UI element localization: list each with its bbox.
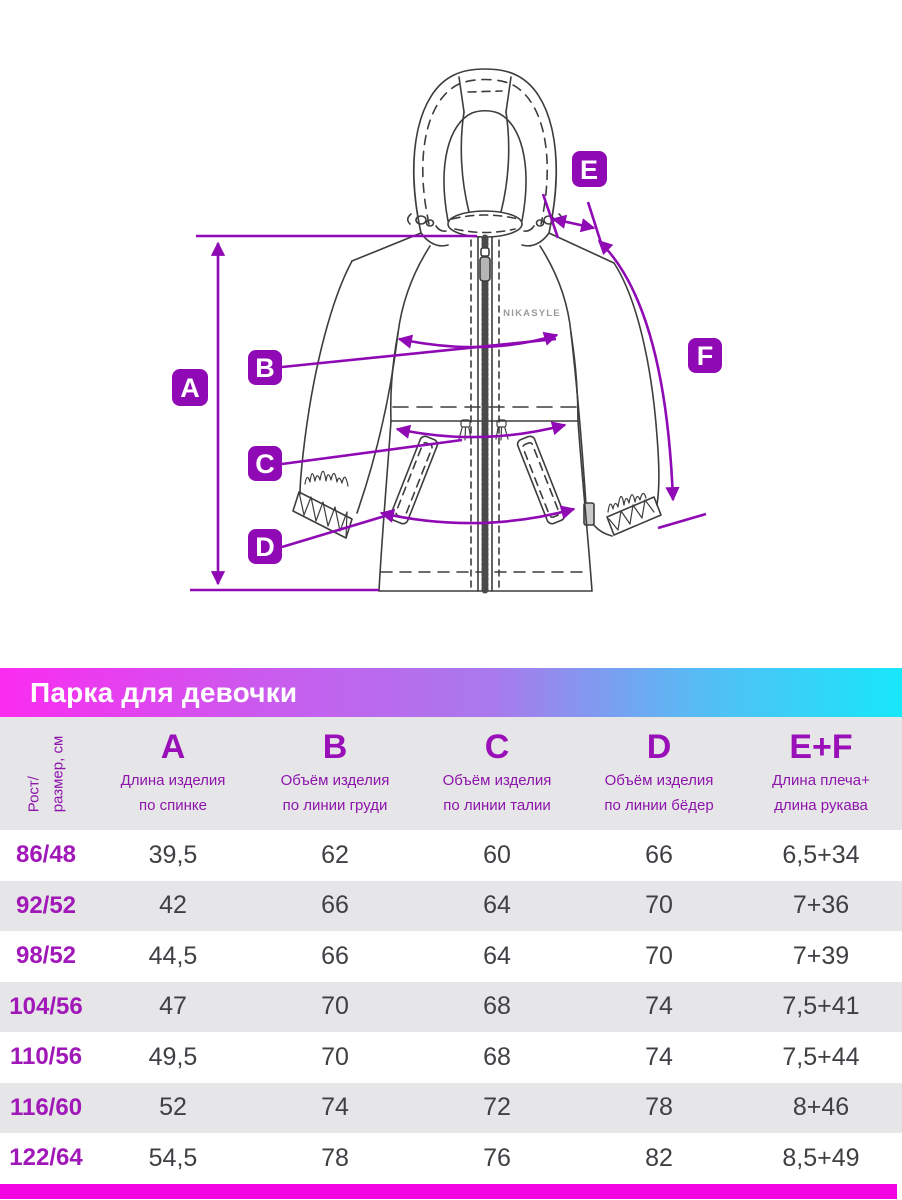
- svg-text:D: D: [255, 532, 275, 562]
- svg-text:C: C: [255, 449, 275, 479]
- row-header-label: Рост/ размер, см: [24, 735, 66, 812]
- title-band: [0, 668, 902, 717]
- measure-label-b: [248, 350, 282, 385]
- value-cell-c: 76: [483, 1143, 511, 1172]
- column-header-e-f: [740, 717, 902, 830]
- measure-label-e: [572, 151, 607, 187]
- value-cell-c: 64: [483, 891, 511, 920]
- parka-line-art: [293, 69, 661, 591]
- measure-label-c: [248, 446, 282, 481]
- value-cell-d: 78: [645, 1093, 673, 1122]
- column-description: Длина плеча+ длина рукава: [772, 772, 870, 814]
- column-description: Объём изделия по линии бёдер: [604, 772, 714, 814]
- value-cell-d: 74: [645, 1042, 673, 1071]
- measure-label-d: [248, 529, 282, 564]
- size-cell: 92/52: [15, 891, 77, 919]
- column-letter: A: [160, 728, 186, 766]
- value-cell-b: 70: [321, 992, 349, 1021]
- value-cell-ef: 8+46: [792, 1093, 850, 1122]
- bottom-accent-bar: [0, 1184, 897, 1199]
- size-cell: 116/60: [9, 1093, 83, 1121]
- value-cell-d: 70: [645, 891, 673, 920]
- svg-text:B: B: [255, 353, 275, 383]
- svg-text:E: E: [579, 155, 599, 185]
- table-row: [0, 1032, 902, 1083]
- table-body: [0, 830, 902, 1184]
- column-header-d: [578, 717, 740, 830]
- value-cell-ef: 8,5+49: [782, 1143, 860, 1172]
- value-cell-ef: 7+39: [792, 941, 850, 970]
- hood-opening: [444, 111, 526, 221]
- size-table: [0, 717, 902, 1184]
- value-cell-a: 39,5: [148, 840, 198, 869]
- value-cell-b: 70: [321, 1042, 349, 1071]
- column-description: Объём изделия по линии груди: [280, 772, 390, 814]
- size-cell: 122/64: [9, 1144, 83, 1172]
- value-cell-a: 49,5: [148, 1042, 198, 1071]
- value-cell-b: 66: [321, 891, 349, 920]
- size-cell: 110/56: [9, 1043, 83, 1071]
- value-cell-a: 42: [159, 891, 187, 920]
- table-header-row: [0, 717, 902, 830]
- value-cell-c: 68: [483, 992, 511, 1021]
- column-header-a: [92, 717, 254, 830]
- value-cell-c: 64: [483, 941, 511, 970]
- size-cell: 98/52: [15, 942, 77, 970]
- cuff-right: [607, 497, 661, 535]
- value-cell-b: 74: [321, 1093, 349, 1122]
- value-cell-d: 74: [645, 992, 673, 1021]
- value-cell-b: 62: [321, 840, 349, 869]
- hood-outline: [414, 69, 556, 233]
- table-row: [0, 982, 902, 1033]
- column-letter: E+F: [789, 728, 853, 766]
- page-title: Парка для девочки: [30, 676, 298, 708]
- value-cell-c: 72: [483, 1093, 511, 1122]
- value-cell-b: 66: [321, 941, 349, 970]
- size-cell: 104/56: [9, 992, 83, 1020]
- brand-label: NIKASYLE: [503, 308, 561, 319]
- table-row: [0, 931, 902, 982]
- table-row: [0, 881, 902, 932]
- value-cell-ef: 7,5+41: [782, 992, 860, 1021]
- svg-text:A: A: [180, 373, 200, 403]
- column-letter: D: [646, 728, 672, 766]
- value-cell-ef: 7+36: [792, 891, 850, 920]
- column-header-c: [416, 717, 578, 830]
- value-cell-a: 44,5: [148, 941, 198, 970]
- table-row: [0, 1083, 902, 1134]
- size-cell: 86/48: [15, 841, 77, 869]
- row-header-cell: [0, 717, 92, 830]
- column-description: Длина изделия по спинке: [120, 772, 226, 814]
- zipper: [471, 237, 499, 591]
- measure-label-a: [172, 369, 208, 406]
- arrow-E: [553, 219, 594, 228]
- svg-text:F: F: [696, 341, 714, 371]
- value-cell-ef: 6,5+34: [782, 840, 860, 869]
- value-cell-a: 52: [159, 1093, 187, 1122]
- value-cell-d: 82: [645, 1143, 673, 1172]
- table-row: [0, 830, 902, 881]
- value-cell-d: 70: [645, 941, 673, 970]
- column-header-b: [254, 717, 416, 830]
- value-cell-ef: 7,5+44: [782, 1042, 860, 1071]
- zipper-pull: [480, 257, 490, 281]
- column-letter: B: [322, 728, 348, 766]
- value-cell-c: 60: [483, 840, 511, 869]
- value-cell-c: 68: [483, 1042, 511, 1071]
- value-cell-d: 66: [645, 840, 673, 869]
- column-description: Объём изделия по линии талии: [442, 772, 552, 814]
- cuff-left: [293, 492, 352, 538]
- value-cell-a: 47: [159, 992, 187, 1021]
- column-letter: C: [484, 728, 510, 766]
- value-cell-a: 54,5: [148, 1143, 198, 1172]
- arrow-F: [599, 241, 673, 500]
- arrow-C: [397, 425, 565, 437]
- value-cell-b: 78: [321, 1143, 349, 1172]
- table-row: [0, 1133, 902, 1184]
- hood-toggle-right: [524, 214, 562, 231]
- measure-label-f: [688, 338, 722, 373]
